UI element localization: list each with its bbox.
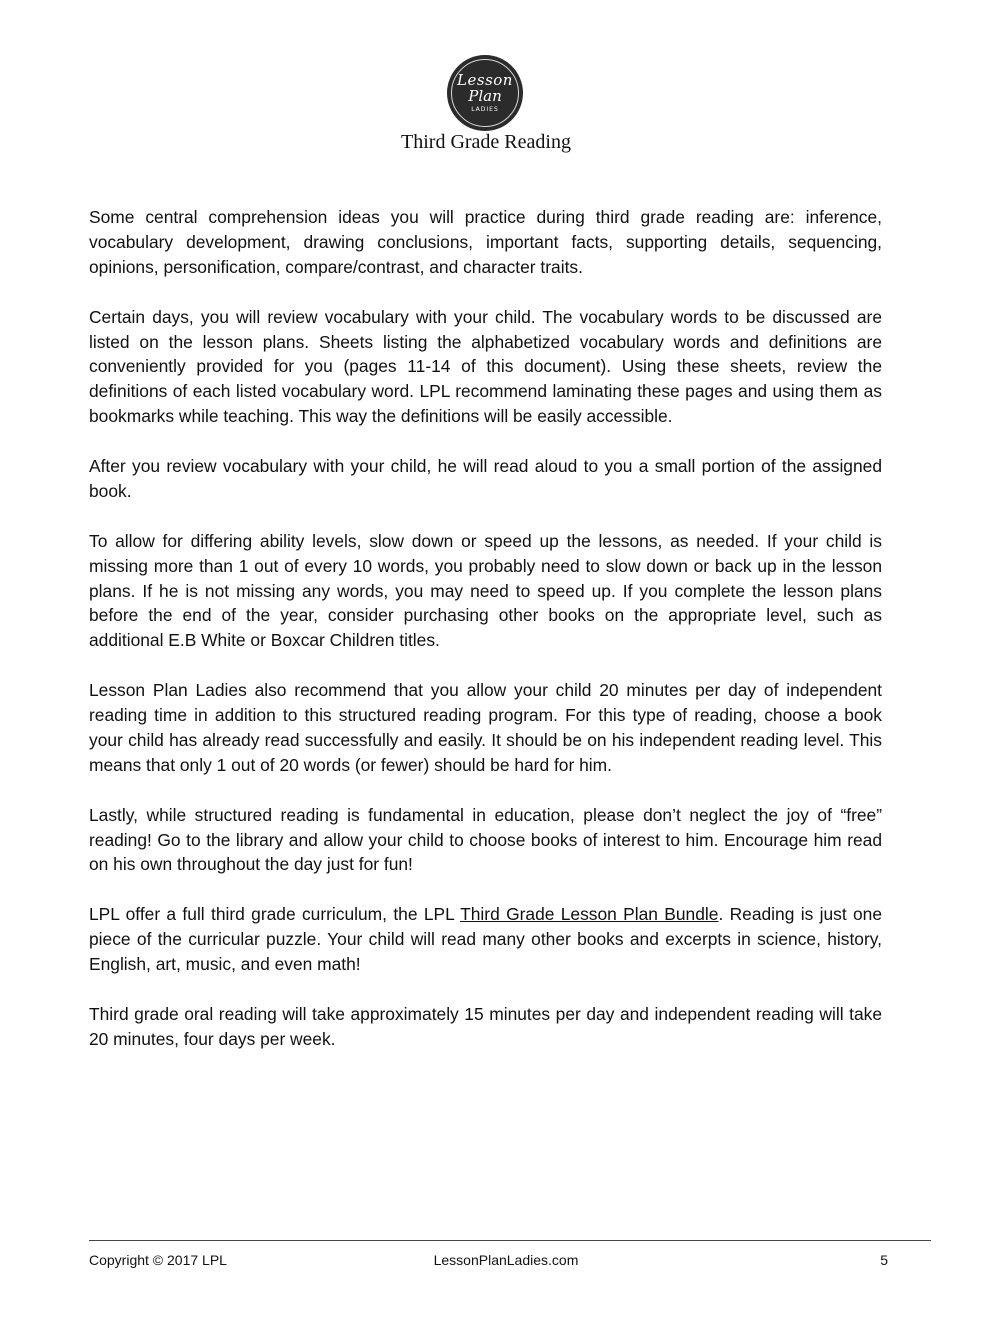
- page-title: Third Grade Reading: [401, 131, 571, 153]
- footer-divider: [89, 1240, 931, 1241]
- paragraph-read-aloud: After you review vocabulary with your child, he will read aloud to you a small portion of the assigned book.: [89, 456, 882, 501]
- paragraph-vocabulary: Certain days, you will review vocabulary with your child. The vocabulary words to be discussed are listed on the lesson plans. Sheets listing the alphabetized vocabulary words and definitions are conveniently provided for you (pages 11-14 of this document). Using these sheets, review the definitions of each listed vocabulary word. LPL recommend laminating these pages and using them as bookmarks while teaching. This way the definitions will be easily accessible.: [89, 306, 882, 427]
- logo-ring: [451, 59, 519, 127]
- lesson-plan-ladies-logo: [447, 55, 523, 131]
- logo-text-line3: LADIES: [471, 106, 499, 113]
- curriculum-text-after: . Reading is just one piece of the curricular puzzle. Your child will read many other books and excerpts in science, history, English, art, music, and even math!: [89, 904, 883, 975]
- footer-copyright: Copyright © 2017 LPL: [89, 1252, 227, 1268]
- paragraph-time: Third grade oral reading will take approximately 15 minutes per day and independent reading will take 20 minutes, four days per week.: [89, 1003, 882, 1049]
- paragraph-ability-levels: To allow for differing ability levels, slow down or speed up the lessons, as needed. If your child is missing more than 1 out of every 10 words, you probably need to slow down or back up in the lesson plans. If he is not missing any words, you may need to speed up. If you complete the lesson plans before the end of the year, consider purchasing other books on the appropriate level, such as additional E.B White or Boxcar Children titles.: [89, 530, 882, 651]
- lesson-plan-bundle-link[interactable]: Third Grade Lesson Plan Bundle: [460, 904, 719, 925]
- footer-page-number: 5: [880, 1252, 888, 1268]
- curriculum-text-before: LPL offer a full third grade curriculum, the LPL: [89, 904, 461, 925]
- logo-text-line1: Lesson: [457, 71, 513, 89]
- footer-website: LessonPlanLadies.com: [433, 1252, 579, 1268]
- paragraph-independent-reading: Lesson Plan Ladies also recommend that you allow your child 20 minutes per day of independent reading time in addition to this structured reading program. For this type of reading, choose a book your child has already read successfully and easily. It should be on his independent reading level. This means that only 1 out of 20 words (or fewer) should be hard for him.: [89, 680, 882, 775]
- body-content: [89, 205, 882, 1077]
- paragraph-comprehension: Some central comprehension ideas you will practice during third grade reading are: inference, vocabulary development, drawing conclusions, important facts, supporting details, sequencing, opinions, personification, compare/contrast, and character traits.: [89, 207, 882, 277]
- paragraph-free-reading: Lastly, while structured reading is fundamental in education, please don’t neglect the joy of “free” reading! Go to the library and allow your child to choose books of interest to him. Encourage him read on his own throughout the day just for fun!: [89, 804, 882, 875]
- paragraph-curriculum: [89, 902, 882, 977]
- logo-text-line2: Plan: [468, 87, 502, 105]
